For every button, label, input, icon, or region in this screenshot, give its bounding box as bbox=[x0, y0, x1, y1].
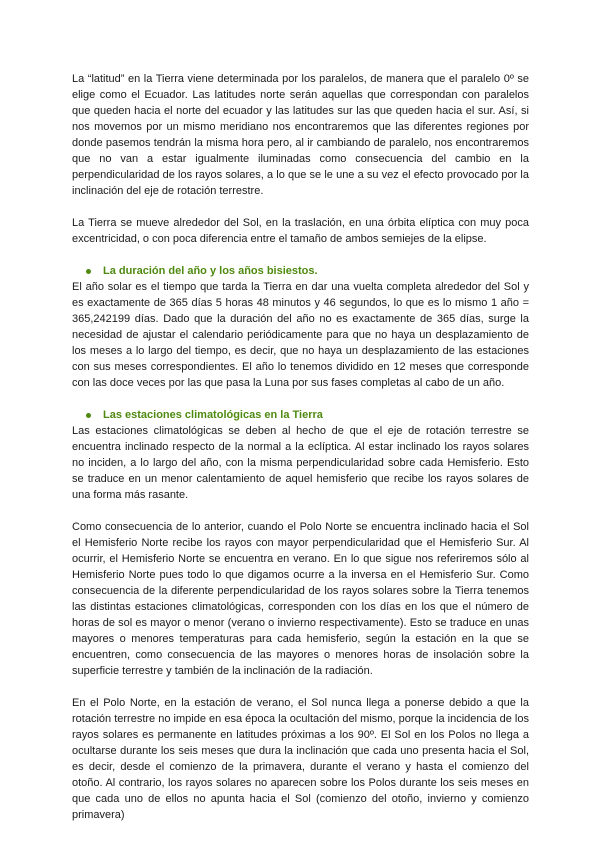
paragraph-traslacion: La Tierra se mueve alrededor del Sol, en la traslación, en una órbita elíptica con muy poca excentricidad, o con poca diferencia entre el tamaño de ambos semiejes de la elipse. bbox=[72, 217, 529, 245]
paragraph-latitud: La “latitud” en la Tierra viene determinada por los paralelos, de manera que el paralelo 0º se elige como el Ecuador. Las latitudes norte serán aquellas que correspondan con paralelos que queden hacia el norte del ecuador y las latitudes sur las que queden hacia el sur. Así, si nos movemos por un mismo meridiano nos encontraremos que las diferentes regiones por donde pasemos tendrán la misma hora pero, al ir cambiando de paralelo, nos encontraremos que no van a estar igualmente iluminadas como consecuencia del cambio en la perpendicularidad de los rayos solares, a lo que se le une a su vez el efecto provocado por la inclinación del eje de rotación terrestre. bbox=[72, 73, 529, 197]
heading-duracion-anio-text: La duración del año y los años bisiestos. bbox=[103, 265, 318, 277]
paragraph-gap bbox=[72, 247, 529, 263]
document-page bbox=[72, 71, 529, 823]
paragraph-estaciones: Las estaciones climatológicas se deben al hecho de que el eje de rotación terrestre se encuentra inclinado respecto de la normal a la eclíptica. Al estar inclinado los rayos solares no inciden, a lo largo del año, con la misma perpendicularidad sobre cada Hemisferio. Esto se traduce en un menor calentamiento de aquel hemisferio que recibe los rayos solares de una forma más rasante. bbox=[72, 425, 529, 501]
paragraph-gap bbox=[72, 199, 529, 215]
heading-estaciones bbox=[72, 407, 529, 423]
bullet-icon bbox=[86, 269, 91, 274]
paragraph-gap bbox=[72, 391, 529, 407]
paragraph-gap bbox=[72, 679, 529, 695]
paragraph-gap bbox=[72, 503, 529, 519]
bullet-icon bbox=[86, 413, 91, 418]
paragraph-polo-norte: En el Polo Norte, en la estación de verano, el Sol nunca llega a ponerse debido a que la rotación terrestre no impide en esa época la ocultación del mismo, porque la incidencia de los rayos solares es permanente en latitudes próximas a los 90º. El Sol en los Polos no llega a ocultarse durante los seis meses que dura la inclinación que cada uno presenta hacia el Sol, es decir, desde el comienzo de la primavera, durante el verano y hasta el comienzo del otoño. Al contrario, los rayos solares no aparecen sobre los Polos durante los seis meses en que cada uno de ellos no apunta hacia el Sol (comienzo del otoño, invierno y comienzo primavera) bbox=[72, 697, 529, 821]
paragraph-anio: El año solar es el tiempo que tarda la Tierra en dar una vuelta completa alrededor del Sol y es exactamente de 365 días 5 horas 48 minutos y 46 segundos, lo que es lo mismo 1 año = 365,242199 días. Dado que la duración del año no es exactamente de 365 días, surge la necesidad de ajustar el calendario periódicamente para que no haya un desplazamiento de los meses a lo largo del tiempo, es decir, que no haya un desplazamiento de las estaciones con sus meses correspondientes. El año lo tenemos dividido en 12 meses que corresponde con las doce veces por las que pasa la Luna por sus fases completas al cabo de un año. bbox=[72, 281, 529, 389]
heading-duracion-anio bbox=[72, 263, 529, 279]
heading-estaciones-text: Las estaciones climatológicas en la Tierra bbox=[103, 409, 323, 421]
paragraph-consecuencia: Como consecuencia de lo anterior, cuando el Polo Norte se encuentra inclinado hacia el Sol el Hemisferio Norte recibe los rayos con mayor perpendicularidad que el Hemisferio Sur. Al ocurrir, el Hemisferio Norte se encuentra en verano. En lo que sigue nos referiremos sólo al Hemisferio Norte pues todo lo que digamos ocurre a la inversa en el Hemisferio Sur. Como consecuencia de la diferente perpendicularidad de los rayos solares sobre la Tierra tenemos las distintas estaciones climatológicas, corresponden con los días en los que el número de horas de sol es mayor o menor (verano o invierno respectivamente). Esto se traduce en unas mayores o menores temperaturas para cada hemisferio, según la estación en la que se encuentren, como consecuencia de las mayores o menores horas de insolación sobre la superficie terrestre y también de la inclinación de la radiación. bbox=[72, 521, 529, 677]
